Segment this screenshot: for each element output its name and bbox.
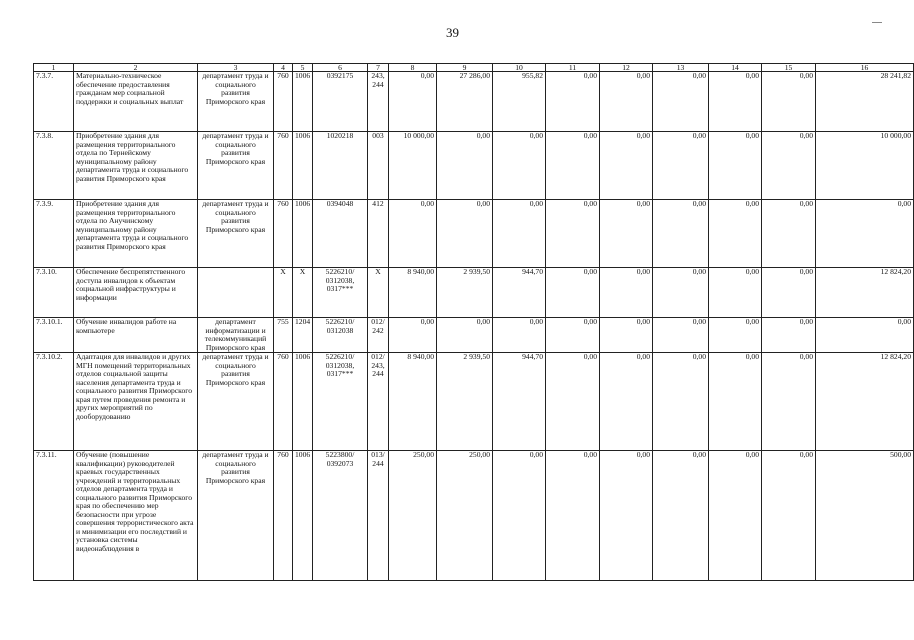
- table-row: [34, 318, 914, 353]
- expense-type: 013/ 244: [368, 451, 389, 581]
- budget-table: [33, 63, 914, 581]
- amount-col10: 944,70: [493, 268, 546, 318]
- table-row: [34, 200, 914, 268]
- amount-col15: 0,00: [762, 318, 816, 353]
- amount-col13: 0,00: [653, 72, 709, 132]
- amount-col8: 0,00: [389, 200, 437, 268]
- ministry-code: 760: [274, 132, 293, 200]
- amount-col13: 0,00: [653, 318, 709, 353]
- amount-col14: 0,00: [709, 318, 762, 353]
- amount-col9: 0,00: [437, 132, 493, 200]
- amount-total: 500,00: [816, 451, 914, 581]
- ministry-code: 760: [274, 353, 293, 451]
- item-code: 7.3.10.1.: [34, 318, 74, 353]
- column-number-5: 5: [293, 64, 313, 72]
- amount-col10: 0,00: [493, 318, 546, 353]
- amount-col15: 0,00: [762, 268, 816, 318]
- amount-col11: 0,00: [546, 451, 600, 581]
- ministry-code: 760: [274, 451, 293, 581]
- amount-col9: 2 939,50: [437, 268, 493, 318]
- column-number-1: 1: [34, 64, 74, 72]
- target-article: 0394048: [313, 200, 368, 268]
- amount-col13: 0,00: [653, 451, 709, 581]
- item-code: 7.3.9.: [34, 200, 74, 268]
- amount-col13: 0,00: [653, 132, 709, 200]
- amount-col9: 250,00: [437, 451, 493, 581]
- table-row: [34, 72, 914, 132]
- amount-total: 10 000,00: [816, 132, 914, 200]
- column-number-12: 12: [600, 64, 653, 72]
- amount-col13: 0,00: [653, 268, 709, 318]
- amount-col14: 0,00: [709, 353, 762, 451]
- expense-type: 012/ 242: [368, 318, 389, 353]
- amount-col14: 0,00: [709, 451, 762, 581]
- amount-col12: 0,00: [600, 268, 653, 318]
- amount-col15: 0,00: [762, 353, 816, 451]
- ministry-code: 760: [274, 72, 293, 132]
- column-number-8: 8: [389, 64, 437, 72]
- section-code: 1006: [293, 353, 313, 451]
- target-article: 1020218: [313, 132, 368, 200]
- amount-col14: 0,00: [709, 72, 762, 132]
- responsible-executor: департамент труда и социального развития Приморского края: [198, 132, 274, 200]
- item-name: Адаптация для инвалидов и других МГН помещений территориальных отделов социальной защиты населения департамента труда и социального развития Приморского края путем проведения ремонта и других мероприятий по дооборудованию: [74, 353, 198, 451]
- target-article: 0392175: [313, 72, 368, 132]
- amount-col13: 0,00: [653, 353, 709, 451]
- column-number-6: 6: [313, 64, 368, 72]
- item-code: 7.3.8.: [34, 132, 74, 200]
- amount-col12: 0,00: [600, 318, 653, 353]
- item-code: 7.3.11.: [34, 451, 74, 581]
- responsible-executor: департамент труда и социального развития Приморского края: [198, 72, 274, 132]
- item-name: Материально-техническое обеспечение предоставления гражданам мер социальной поддержки и социальных выплат: [74, 72, 198, 132]
- table-row: [34, 451, 914, 581]
- amount-col11: 0,00: [546, 353, 600, 451]
- section-code: 1006: [293, 200, 313, 268]
- column-number-9: 9: [437, 64, 493, 72]
- amount-total: 0,00: [816, 318, 914, 353]
- expense-type: Х: [368, 268, 389, 318]
- amount-col12: 0,00: [600, 132, 653, 200]
- amount-col11: 0,00: [546, 72, 600, 132]
- amount-col12: 0,00: [600, 451, 653, 581]
- responsible-executor: департамент труда и социального развития Приморского края: [198, 200, 274, 268]
- section-code: 1204: [293, 318, 313, 353]
- table-row: [34, 132, 914, 200]
- amount-col8: 10 000,00: [389, 132, 437, 200]
- amount-col15: 0,00: [762, 72, 816, 132]
- amount-col9: 2 939,50: [437, 353, 493, 451]
- expense-type: 003: [368, 132, 389, 200]
- responsible-executor: департамент труда и социального развития Приморского края: [198, 451, 274, 581]
- amount-col11: 0,00: [546, 200, 600, 268]
- ministry-code: 760: [274, 200, 293, 268]
- amount-col12: 0,00: [600, 72, 653, 132]
- amount-col8: 0,00: [389, 72, 437, 132]
- target-article: 5226210/ 0312038, 0317***: [313, 268, 368, 318]
- table-row: [34, 268, 914, 318]
- amount-col10: 0,00: [493, 451, 546, 581]
- amount-col12: 0,00: [600, 353, 653, 451]
- amount-col8: 0,00: [389, 318, 437, 353]
- amount-col10: 955,82: [493, 72, 546, 132]
- responsible-executor: департамент информатизации и телекоммуникаций Приморского края: [198, 318, 274, 353]
- item-name: Обучение инвалидов работе на компьютере: [74, 318, 198, 353]
- amount-col9: 27 286,00: [437, 72, 493, 132]
- amount-total: 12 824,20: [816, 353, 914, 451]
- amount-col10: 0,00: [493, 132, 546, 200]
- column-number-14: 14: [709, 64, 762, 72]
- responsible-executor: департамент труда и социального развития Приморского края: [198, 353, 274, 451]
- page-number: 39: [446, 25, 459, 40]
- column-number-16: 16: [816, 64, 914, 72]
- column-number-13: 13: [653, 64, 709, 72]
- item-name: Обучение (повышение квалификации) руководителей краевых государственных учреждений и территориальных отделов департамента труда и социального развития Приморского края по обеспечению мер безопасности при угрозе совершения террористического акта и минимизации его последствий и установка системы видеонаблюдения в: [74, 451, 198, 581]
- amount-total: 0,00: [816, 200, 914, 268]
- amount-col14: 0,00: [709, 200, 762, 268]
- section-code: Х: [293, 268, 313, 318]
- column-number-10: 10: [493, 64, 546, 72]
- amount-col8: 250,00: [389, 451, 437, 581]
- item-code: 7.3.10.2.: [34, 353, 74, 451]
- column-number-15: 15: [762, 64, 816, 72]
- amount-col11: 0,00: [546, 318, 600, 353]
- amount-col13: 0,00: [653, 200, 709, 268]
- item-name: Приобретение здания для размещения территориального отдела по Анучинскому муниципальному району департамента труда и социального развития Приморского края: [74, 200, 198, 268]
- amount-col15: 0,00: [762, 200, 816, 268]
- ministry-code: 755: [274, 318, 293, 353]
- expense-type: 243, 244: [368, 72, 389, 132]
- amount-col9: 0,00: [437, 318, 493, 353]
- amount-col11: 0,00: [546, 132, 600, 200]
- corner-mark: [872, 22, 882, 23]
- expense-type: 012/ 243, 244: [368, 353, 389, 451]
- amount-col14: 0,00: [709, 268, 762, 318]
- amount-col8: 8 940,00: [389, 353, 437, 451]
- amount-total: 28 241,82: [816, 72, 914, 132]
- table-body: [34, 64, 914, 581]
- target-article: 5223800/ 0392073: [313, 451, 368, 581]
- item-code: 7.3.7.: [34, 72, 74, 132]
- ministry-code: Х: [274, 268, 293, 318]
- amount-col10: 0,00: [493, 200, 546, 268]
- amount-total: 12 824,20: [816, 268, 914, 318]
- amount-col10: 944,70: [493, 353, 546, 451]
- target-article: 5226210/ 0312038, 0317***: [313, 353, 368, 451]
- table-row: [34, 353, 914, 451]
- column-number-7: 7: [368, 64, 389, 72]
- column-number-2: 2: [74, 64, 198, 72]
- section-code: 1006: [293, 72, 313, 132]
- amount-col14: 0,00: [709, 132, 762, 200]
- expense-type: 412: [368, 200, 389, 268]
- item-name: Приобретение здания для размещения территориального отдела по Тернейскому муниципальному району департамента труда и социального развития Приморского края: [74, 132, 198, 200]
- amount-col15: 0,00: [762, 132, 816, 200]
- column-number-4: 4: [274, 64, 293, 72]
- column-number-3: 3: [198, 64, 274, 72]
- item-code: 7.3.10.: [34, 268, 74, 318]
- responsible-executor: [198, 268, 274, 318]
- amount-col8: 8 940,00: [389, 268, 437, 318]
- amount-col15: 0,00: [762, 451, 816, 581]
- amount-col11: 0,00: [546, 268, 600, 318]
- item-name: Обеспечение беспрепятственного доступа инвалидов к объектам социальной инфраструктуры и информации: [74, 268, 198, 318]
- target-article: 5226210/ 0312038: [313, 318, 368, 353]
- section-code: 1006: [293, 451, 313, 581]
- amount-col12: 0,00: [600, 200, 653, 268]
- amount-col9: 0,00: [437, 200, 493, 268]
- column-number-11: 11: [546, 64, 600, 72]
- section-code: 1006: [293, 132, 313, 200]
